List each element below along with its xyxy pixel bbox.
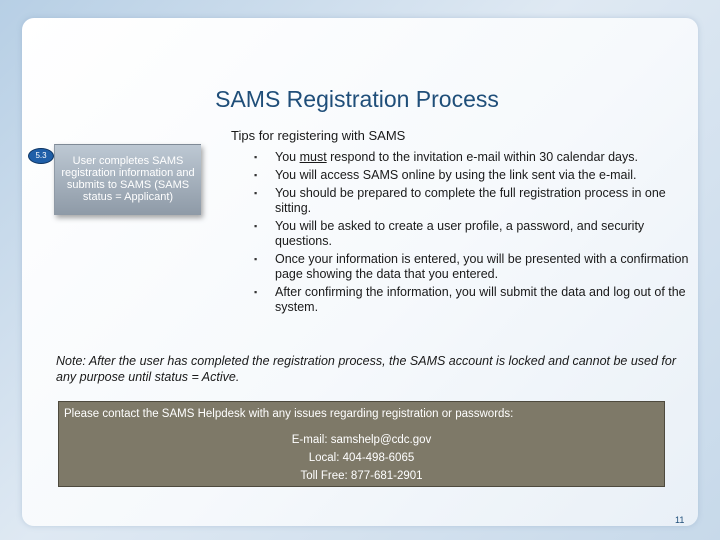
list-item — [254, 168, 694, 183]
tips-list — [254, 150, 694, 318]
tip-text: You will access SAMS online by using the link sent via the e-mail. — [275, 168, 637, 182]
bullet-icon: ▪ — [254, 254, 258, 264]
bullet-icon: ▪ — [254, 170, 258, 180]
tips-heading: Tips for registering with SAMS — [231, 128, 406, 143]
contact-email: E-mail: samshelp@cdc.gov — [291, 434, 432, 446]
tip-text: You will be asked to create a user profile, a password, and security questions. — [275, 219, 645, 248]
contact-lead: Please contact the SAMS Helpdesk with any issues regarding registration or passwords: — [64, 408, 514, 420]
bullet-icon: ▪ — [254, 152, 258, 162]
contact-local-phone: Local: 404-498-6065 — [308, 452, 415, 464]
contact-details — [59, 431, 664, 485]
step-description: User completes SAMS registration information and submits to SAMS (SAMS status = Applicant) — [61, 155, 195, 203]
bullet-icon: ▪ — [254, 188, 258, 198]
page-number: 11 — [675, 515, 685, 525]
step-number-badge: 5.3 — [28, 148, 54, 164]
tip-text-part: respond to the invitation e-mail within 30 calendar days. — [326, 150, 638, 164]
contact-tollfree-phone: Toll Free: 877-681-2901 — [300, 470, 423, 482]
tip-text: Once your information is entered, you will be presented with a confirmation page showing the data that you entered. — [275, 252, 689, 281]
list-item — [254, 219, 694, 249]
bullet-icon: ▪ — [254, 221, 258, 231]
list-item — [254, 285, 694, 315]
helpdesk-contact-box — [58, 401, 665, 487]
list-item — [254, 150, 694, 165]
list-item — [254, 252, 694, 282]
bullet-icon: ▪ — [254, 287, 258, 297]
tip-text: After confirming the information, you will submit the data and log out of the system. — [275, 285, 686, 314]
tip-text: You should be prepared to complete the full registration process in one sitting. — [275, 186, 666, 215]
tip-emphasis: must — [299, 150, 327, 164]
note-text: Note: After the user has completed the registration process, the SAMS account is locked and cannot be used for any purpose until status = Active. — [56, 354, 677, 384]
list-item — [254, 186, 694, 216]
tip-text-part: You — [275, 150, 300, 164]
slide-title: SAMS Registration Process — [215, 86, 499, 112]
